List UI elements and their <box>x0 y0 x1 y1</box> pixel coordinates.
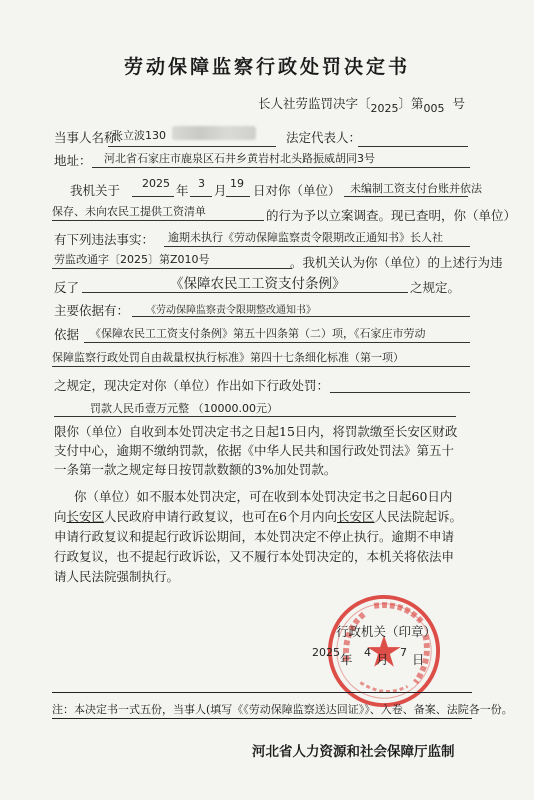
document-title: 劳动保障监察行政处罚决定书 <box>123 56 410 78</box>
agency-seal-label: 行政机关（印章） <box>336 624 437 639</box>
appeal-text: 向 <box>54 509 67 524</box>
appeal-district-2: 长安区 <box>337 509 375 524</box>
sign-yue: 月 <box>376 652 389 667</box>
para1-nian: 年 <box>176 183 189 198</box>
violation-label: 有下列违法事实： <box>54 232 155 247</box>
appeal-line-5: 请人民法院强制执行。 <box>54 569 180 584</box>
basis-cont: 之规定，现决定对你（单位）作出如下行政处罚： <box>54 378 330 393</box>
violation-text-2: 劳监改通字〔2025〕第Z010号 <box>54 253 210 266</box>
basis-text-1: 《保障农民工工资支付条例》第五十四条第（二）项，《石家庄市劳动 <box>90 327 426 340</box>
sign-nian: 年 <box>340 652 353 667</box>
sign-year: 2025 <box>312 646 340 659</box>
penalty-amount: 罚款人民币壹万元整 （10000.00元） <box>90 402 278 415</box>
para1-month: 3 <box>198 177 205 190</box>
para1-topic-2: 保存、未向农民工提供工资清单 <box>52 205 206 218</box>
violates-regulation: 《保障农民工工资支付条例》 <box>170 276 346 292</box>
redacted-block <box>172 126 256 140</box>
para1-topic: 未编制工资支付台账并依法 <box>350 182 482 195</box>
payment-line-1: 限你（单位）自收到本处罚决定书之日起15日内，将罚款缴至长安区财政 <box>54 424 458 439</box>
address-label: 地址： <box>54 153 92 168</box>
violation-text-1: 逾期未执行《劳动保障监察责令限期改正通知书》长人社 <box>168 231 443 244</box>
sign-day: 7 <box>400 646 407 659</box>
appeal-line-4: 行政复议，也不提起行政诉讼，又不履行本处罚决定的，本机关将依法申 <box>54 549 455 564</box>
appeal-text: 人民政府申请行政复议，也可在6个月内向 <box>104 509 337 524</box>
doc-number <box>258 96 465 113</box>
appeal-line-2 <box>54 509 462 525</box>
party-name: 张立波130 <box>112 129 166 142</box>
doc-number-mid: 〕第 <box>398 96 424 111</box>
sign-month: 4 <box>364 646 371 659</box>
appeal-district-1: 长安区 <box>66 509 105 524</box>
appeal-line-1: 你（单位）如不服本处罚决定，可在收到本处罚决定书之日起60日内 <box>74 489 453 504</box>
para1-start: 我机关于 <box>70 183 121 198</box>
payment-line-2: 支付中心，逾期不缴纳罚款，依据《中华人民共和国行政处罚法》第五十 <box>54 443 455 458</box>
sign-ri: 日 <box>412 652 425 667</box>
evidence-value: 《劳动保障监察责令限期整改通知书》 <box>146 305 316 316</box>
doc-number-num: 005 <box>423 102 445 115</box>
doc-number-suffix: 号 <box>452 96 466 111</box>
appeal-line-3: 申请行政复议和提起行政诉讼期间，本处罚决定不停止执行。逾期不申请 <box>54 529 455 544</box>
para1-yue: 月 <box>214 183 227 198</box>
doc-number-prefix: 长人社劳监罚决字〔 <box>258 96 371 111</box>
appeal-text: 人民法院起诉。 <box>374 509 463 524</box>
para1-cont: 的行为予以立案调查。现已查明，你（单位） <box>266 208 517 223</box>
violation-cont: 。我机关认为你（单位）的上述行为违 <box>290 255 503 270</box>
party-label: 当事人名称： <box>54 130 130 145</box>
violates-start: 反了 <box>54 280 80 295</box>
para1-day: 19 <box>230 177 244 190</box>
legal-rep-label: 法定代表人： <box>286 130 362 145</box>
para1-year: 2025 <box>142 177 170 190</box>
payment-line-3: 一条第一款之规定每日按罚款数额的3%加处罚款。 <box>54 462 337 477</box>
evidence-label: 主要依据有： <box>54 303 130 318</box>
para1-ri: 日对你（单位） <box>253 183 341 198</box>
basis-start: 依据 <box>54 327 80 342</box>
address-value: 河北省石家庄市鹿泉区石井乡黄岩村北头路振威胡同3号 <box>104 152 375 165</box>
violates-end: 之规定。 <box>410 280 461 295</box>
basis-text-2: 保障监察行政处罚自由裁量权执行标准》第四十七条细化标准（第一项） <box>52 351 404 364</box>
issuer-name: 河北省人力资源和社会保障厅监制 <box>252 744 455 760</box>
doc-number-year: 2025 <box>370 102 399 115</box>
footnote: 注：本决定书一式五份，当事人(填写《《劳动保障监察送达回证》》、入卷、备案、法院各一份。 <box>52 703 513 716</box>
